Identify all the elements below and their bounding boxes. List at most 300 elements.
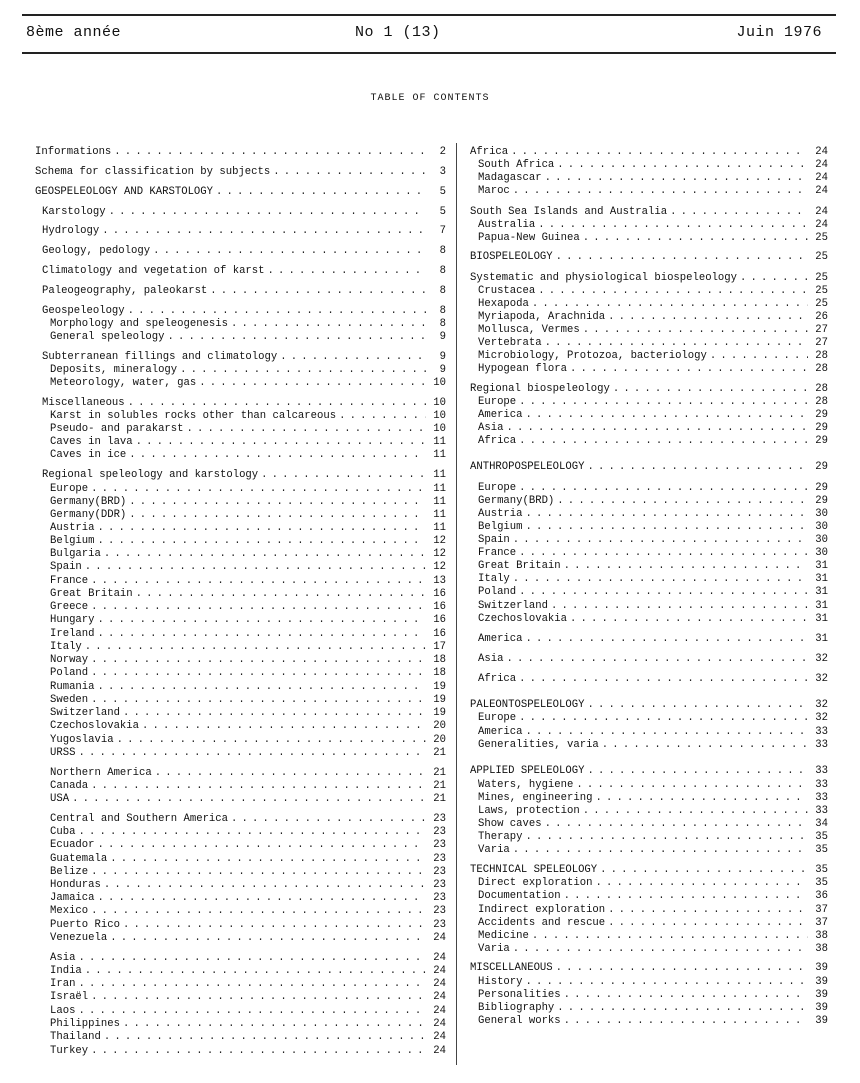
dot-leader bbox=[104, 547, 426, 561]
toc-entry bbox=[470, 323, 828, 337]
toc-entry-page: 8 bbox=[439, 245, 446, 257]
toc-entry-label: General works bbox=[478, 1015, 561, 1027]
toc-entry bbox=[35, 409, 446, 423]
toc-entry bbox=[470, 1014, 828, 1028]
dot-leader bbox=[129, 495, 426, 509]
toc-entry-label: Norway bbox=[50, 654, 89, 666]
toc-entry-label: Great Britain bbox=[478, 560, 561, 572]
toc-entry-label: Thailand bbox=[50, 1031, 101, 1043]
toc-entry-page: 27 bbox=[815, 324, 828, 336]
toc-entry-page: 35 bbox=[815, 864, 828, 876]
toc-entry bbox=[35, 574, 446, 588]
toc-entry bbox=[35, 977, 446, 991]
toc-entry bbox=[470, 145, 828, 159]
dot-leader bbox=[102, 224, 426, 238]
toc-entry-label: Bibliography bbox=[478, 1002, 555, 1014]
toc-entry-page: 24 bbox=[815, 206, 828, 218]
toc-entry bbox=[35, 145, 446, 159]
toc-entry-page: 24 bbox=[433, 1018, 446, 1030]
toc-entry-label: Cuba bbox=[50, 826, 76, 838]
toc-entry-label: TECHNICAL SPELEOLOGY bbox=[470, 864, 598, 876]
toc-entry-label: URSS bbox=[50, 747, 76, 759]
dot-leader bbox=[519, 672, 808, 686]
toc-entry-page: 23 bbox=[433, 892, 446, 904]
toc-entry-label: Meteorology, water, gas bbox=[50, 377, 197, 389]
toc-entry-page: 23 bbox=[433, 879, 446, 891]
toc-entry-page: 38 bbox=[815, 930, 828, 942]
toc-entry-page: 20 bbox=[433, 720, 446, 732]
toc-entry-page: 24 bbox=[433, 1045, 446, 1057]
toc-entry bbox=[35, 560, 446, 574]
toc-entry-label: Canada bbox=[50, 780, 89, 792]
toc-entry bbox=[470, 698, 828, 712]
toc-entry-label: Direct exploration bbox=[478, 877, 593, 889]
toc-entry bbox=[470, 297, 828, 311]
toc-entry-page: 35 bbox=[815, 844, 828, 856]
toc-entry-label: Varia bbox=[478, 844, 510, 856]
toc-entry-page: 24 bbox=[815, 219, 828, 231]
toc-entry-label: Caves in lava bbox=[50, 436, 133, 448]
toc-entry-label: Germany(DDR) bbox=[50, 509, 127, 521]
toc-entry bbox=[470, 362, 828, 376]
toc-entry-label: Systematic and physiological biospeleology bbox=[470, 272, 738, 284]
toc-entry-page: 31 bbox=[815, 600, 828, 612]
toc-entry-page: 31 bbox=[815, 560, 828, 572]
toc-entry-label: Asia bbox=[478, 422, 504, 434]
dot-leader bbox=[538, 218, 808, 232]
toc-entry-label: Varia bbox=[478, 943, 510, 955]
toc-entry bbox=[470, 725, 828, 739]
toc-entry-page: 10 bbox=[433, 423, 446, 435]
dot-leader bbox=[129, 508, 426, 522]
toc-entry bbox=[35, 640, 446, 654]
column-divider bbox=[456, 143, 457, 1065]
toc-entry-label: Czechoslovakia bbox=[478, 613, 568, 625]
toc-entry-page: 31 bbox=[815, 586, 828, 598]
dot-leader bbox=[210, 284, 426, 298]
toc-entry-page: 5 bbox=[439, 206, 446, 218]
toc-entry bbox=[470, 494, 828, 508]
toc-entry-label: France bbox=[50, 575, 89, 587]
toc-entry-page: 16 bbox=[433, 588, 446, 600]
toc-entry-label: Laws, protection bbox=[478, 805, 580, 817]
toc-entry-label: Waters, hygiene bbox=[478, 779, 574, 791]
toc-entry-label: Miscellaneous bbox=[42, 397, 125, 409]
toc-entry-page: 23 bbox=[433, 866, 446, 878]
toc-entry bbox=[35, 812, 446, 826]
toc-entry-label: ANTHROPOSPELEOLOGY bbox=[470, 461, 585, 473]
toc-entry-page: 23 bbox=[433, 853, 446, 865]
toc-entry-label: Mollusca, Vermes bbox=[478, 324, 580, 336]
toc-entry-page: 23 bbox=[433, 839, 446, 851]
dot-leader bbox=[91, 990, 426, 1004]
toc-entry-page: 39 bbox=[815, 1002, 828, 1014]
toc-entry-page: 9 bbox=[439, 364, 446, 376]
toc-entry-label: Ireland bbox=[50, 628, 95, 640]
toc-entry-label: Belgium bbox=[50, 535, 95, 547]
toc-entry bbox=[470, 988, 828, 1002]
toc-entry bbox=[35, 547, 446, 561]
toc-entry bbox=[35, 165, 446, 179]
toc-entry-label: Greece bbox=[50, 601, 89, 613]
dot-leader bbox=[557, 158, 808, 172]
dot-leader bbox=[587, 764, 808, 778]
toc-entry-label: Mexico bbox=[50, 905, 89, 917]
toc-entry bbox=[35, 304, 446, 318]
dot-leader bbox=[519, 546, 808, 560]
dot-leader bbox=[123, 706, 426, 720]
toc-entry bbox=[470, 395, 828, 409]
toc-entry-page: 10 bbox=[433, 397, 446, 409]
toc-entry-label: Myriapoda, Arachnida bbox=[478, 311, 606, 323]
toc-entry-label: France bbox=[478, 547, 517, 559]
toc-entry-label: Poland bbox=[50, 667, 89, 679]
toc-entry-page: 38 bbox=[815, 943, 828, 955]
toc-entry bbox=[470, 1001, 828, 1015]
dot-leader bbox=[602, 738, 808, 752]
dot-leader bbox=[142, 719, 426, 733]
dot-leader bbox=[117, 733, 426, 747]
toc-entry-label: Microbiology, Protozoa, bacteriology bbox=[478, 350, 707, 362]
dot-leader bbox=[608, 310, 808, 324]
toc-entry-label: Documentation bbox=[478, 890, 561, 902]
toc-entry-label: Austria bbox=[478, 508, 523, 520]
dot-leader bbox=[608, 903, 808, 917]
toc-entry-page: 21 bbox=[433, 780, 446, 792]
toc-entry-page: 19 bbox=[433, 681, 446, 693]
toc-entry-label: Northern America bbox=[50, 767, 152, 779]
toc-entry-label: Central and Southern America bbox=[50, 813, 229, 825]
dot-leader bbox=[98, 613, 426, 627]
toc-entry-page: 24 bbox=[433, 991, 446, 1003]
dot-leader bbox=[85, 560, 426, 574]
dot-leader bbox=[231, 812, 426, 826]
toc-entry bbox=[35, 600, 446, 614]
toc-entry bbox=[470, 310, 828, 324]
toc-entry-page: 8 bbox=[439, 305, 446, 317]
toc-entry-page: 28 bbox=[815, 383, 828, 395]
dot-leader bbox=[587, 698, 808, 712]
toc-entry-label: Spain bbox=[50, 561, 82, 573]
dot-leader bbox=[72, 792, 426, 806]
dot-leader bbox=[98, 521, 426, 535]
toc-entry-label: Europe bbox=[478, 482, 517, 494]
toc-entry bbox=[470, 585, 828, 599]
toc-entry-page: 19 bbox=[433, 694, 446, 706]
toc-entry-label: South Africa bbox=[478, 159, 555, 171]
toc-entry-page: 23 bbox=[433, 813, 446, 825]
toc-entry bbox=[470, 158, 828, 172]
toc-entry bbox=[35, 508, 446, 522]
toc-right-column bbox=[470, 0, 828, 1083]
dot-leader bbox=[123, 918, 426, 932]
toc-entry bbox=[35, 666, 446, 680]
dot-leader bbox=[545, 336, 808, 350]
toc-entry-label: South Sea Islands and Australia bbox=[470, 206, 668, 218]
toc-entry-label: Asia bbox=[478, 653, 504, 665]
toc-entry bbox=[35, 653, 446, 667]
toc-entry bbox=[470, 336, 828, 350]
toc-entry-page: 32 bbox=[815, 712, 828, 724]
toc-entry-label: America bbox=[478, 633, 523, 645]
dot-leader bbox=[78, 825, 426, 839]
toc-entry-label: Madagascar bbox=[478, 172, 542, 184]
toc-entry-page: 7 bbox=[439, 225, 446, 237]
toc-entry-page: 30 bbox=[815, 508, 828, 520]
toc-entry-label: Great Britain bbox=[50, 588, 133, 600]
dot-leader bbox=[280, 350, 426, 364]
toc-entry-label: Germany(BRD) bbox=[50, 496, 127, 508]
dot-leader bbox=[110, 931, 426, 945]
toc-entry bbox=[35, 891, 446, 905]
dot-leader bbox=[557, 494, 808, 508]
toc-entry-label: Bulgaria bbox=[50, 548, 101, 560]
toc-entry bbox=[470, 632, 828, 646]
toc-entry-page: 29 bbox=[815, 422, 828, 434]
dot-leader bbox=[85, 964, 426, 978]
dot-leader bbox=[576, 778, 808, 792]
toc-entry bbox=[35, 719, 446, 733]
dot-leader bbox=[128, 396, 426, 410]
toc-entry bbox=[35, 931, 446, 945]
toc-entry-page: 29 bbox=[815, 409, 828, 421]
toc-entry bbox=[470, 460, 828, 474]
toc-entry-label: Laos bbox=[50, 1005, 76, 1017]
toc-entry bbox=[470, 231, 828, 245]
toc-entry-label: Switzerland bbox=[50, 707, 120, 719]
toc-entry-label: Papua-New Guinea bbox=[478, 232, 580, 244]
toc-entry-label: Ecuador bbox=[50, 839, 95, 851]
toc-entry-label: Caves in ice bbox=[50, 449, 127, 461]
toc-entry-label: Personalities bbox=[478, 989, 561, 1001]
dot-leader bbox=[85, 640, 426, 654]
dot-leader bbox=[740, 271, 808, 285]
dot-leader bbox=[564, 1014, 808, 1028]
dot-leader bbox=[556, 961, 808, 975]
dot-leader bbox=[526, 975, 808, 989]
toc-entry-page: 26 bbox=[815, 311, 828, 323]
dot-leader bbox=[519, 481, 808, 495]
toc-entry bbox=[35, 495, 446, 509]
toc-entry-page: 32 bbox=[815, 673, 828, 685]
dot-leader bbox=[513, 572, 808, 586]
toc-entry-page: 18 bbox=[433, 654, 446, 666]
toc-entry bbox=[470, 520, 828, 534]
toc-entry-label: Vertebrata bbox=[478, 337, 542, 349]
toc-entry-label: Puerto Rico bbox=[50, 919, 120, 931]
toc-entry-label: BIOSPELEOLOGY bbox=[470, 251, 553, 263]
dot-leader bbox=[551, 599, 808, 613]
toc-entry-label: Africa bbox=[470, 146, 509, 158]
toc-entry bbox=[35, 330, 446, 344]
toc-entry-label: Geology, pedology bbox=[42, 245, 151, 257]
dot-leader bbox=[519, 585, 808, 599]
toc-entry-page: 16 bbox=[433, 601, 446, 613]
dot-leader bbox=[519, 395, 808, 409]
dot-leader bbox=[513, 184, 808, 198]
toc-entry-page: 27 bbox=[815, 337, 828, 349]
toc-entry bbox=[35, 613, 446, 627]
dot-leader bbox=[91, 574, 426, 588]
toc-entry-label: Hexapoda bbox=[478, 298, 529, 310]
toc-entry-label: Africa bbox=[478, 673, 517, 685]
toc-entry-page: 17 bbox=[433, 641, 446, 653]
toc-entry bbox=[35, 534, 446, 548]
toc-entry-page: 25 bbox=[815, 285, 828, 297]
toc-entry bbox=[35, 350, 446, 364]
toc-entry bbox=[35, 852, 446, 866]
dot-leader bbox=[526, 830, 808, 844]
toc-entry bbox=[35, 990, 446, 1004]
dot-leader bbox=[261, 468, 426, 482]
toc-entry-label: Hydrology bbox=[42, 225, 100, 237]
toc-entry-page: 29 bbox=[815, 482, 828, 494]
toc-entry bbox=[35, 904, 446, 918]
toc-entry-label: Guatemala bbox=[50, 853, 108, 865]
toc-entry-label: Accidents and rescue bbox=[478, 917, 606, 929]
toc-entry-page: 21 bbox=[433, 793, 446, 805]
toc-entry-page: 28 bbox=[815, 363, 828, 375]
toc-entry-label: Mines, engineering bbox=[478, 792, 593, 804]
toc-entry bbox=[470, 284, 828, 298]
dot-leader bbox=[91, 779, 426, 793]
toc-entry-page: 5 bbox=[439, 186, 446, 198]
toc-entry-label: Geospeleology bbox=[42, 305, 125, 317]
toc-entry bbox=[470, 612, 828, 626]
toc-entry-page: 33 bbox=[815, 726, 828, 738]
toc-entry-page: 25 bbox=[815, 298, 828, 310]
toc-entry bbox=[470, 791, 828, 805]
toc-entry-label: Germany(BRD) bbox=[478, 495, 555, 507]
toc-entry bbox=[470, 738, 828, 752]
dot-leader bbox=[526, 725, 808, 739]
toc-entry-page: 28 bbox=[815, 350, 828, 362]
toc-entry bbox=[35, 918, 446, 932]
toc-entry-page: 11 bbox=[433, 522, 446, 534]
toc-entry-label: Rumania bbox=[50, 681, 95, 693]
toc-entry bbox=[35, 1044, 446, 1058]
dot-leader bbox=[570, 362, 808, 376]
toc-entry bbox=[35, 264, 446, 278]
toc-left-column bbox=[35, 0, 446, 1083]
toc-entry-label: India bbox=[50, 965, 82, 977]
toc-entry-label: Belgium bbox=[478, 521, 523, 533]
toc-entry bbox=[35, 680, 446, 694]
dot-leader bbox=[526, 520, 808, 534]
toc-entry bbox=[470, 171, 828, 185]
dot-leader bbox=[98, 891, 426, 905]
dot-leader bbox=[710, 349, 808, 363]
toc-entry-page: 33 bbox=[815, 805, 828, 817]
toc-entry-page: 24 bbox=[433, 978, 446, 990]
toc-entry bbox=[35, 706, 446, 720]
dot-leader bbox=[98, 680, 426, 694]
toc-entry-page: 37 bbox=[815, 917, 828, 929]
toc-entry-page: 16 bbox=[433, 628, 446, 640]
toc-entry-label: Europe bbox=[478, 396, 517, 408]
toc-entry-label: Europe bbox=[478, 712, 517, 724]
dot-leader bbox=[595, 876, 808, 890]
toc-entry-label: Generalities, varia bbox=[478, 739, 599, 751]
dot-leader bbox=[506, 421, 808, 435]
toc-entry bbox=[35, 244, 446, 258]
toc-entry-label: Deposits, mineralogy bbox=[50, 364, 178, 376]
toc-entry-page: 3 bbox=[439, 166, 446, 178]
toc-entry-label: Karst in solubles rocks other than calcareous bbox=[50, 410, 337, 422]
toc-entry-page: 24 bbox=[433, 952, 446, 964]
toc-entry bbox=[470, 546, 828, 560]
toc-entry-page: 21 bbox=[433, 747, 446, 759]
toc-entry-page: 11 bbox=[433, 509, 446, 521]
toc-entry-page: 23 bbox=[433, 826, 446, 838]
toc-entry-page: 13 bbox=[433, 575, 446, 587]
toc-entry-page: 33 bbox=[815, 739, 828, 751]
dot-leader bbox=[98, 838, 426, 852]
dot-leader bbox=[187, 422, 426, 436]
toc-entry-label: Hungary bbox=[50, 614, 95, 626]
toc-entry bbox=[35, 838, 446, 852]
dot-leader bbox=[506, 652, 808, 666]
dot-leader bbox=[98, 627, 426, 641]
toc-entry bbox=[470, 903, 828, 917]
dot-leader bbox=[564, 559, 808, 573]
toc-entry-page: 39 bbox=[815, 989, 828, 1001]
toc-entry-page: 18 bbox=[433, 667, 446, 679]
toc-entry-label: Paleogeography, paleokarst bbox=[42, 285, 208, 297]
dot-leader bbox=[519, 711, 808, 725]
toc-entry-page: 29 bbox=[815, 461, 828, 473]
toc-entry-page: 25 bbox=[815, 232, 828, 244]
toc-entry-label: Medicine bbox=[478, 930, 529, 942]
dot-leader bbox=[595, 791, 808, 805]
dot-leader bbox=[268, 264, 426, 278]
toc-entry-page: 29 bbox=[815, 495, 828, 507]
toc-entry-page: 24 bbox=[815, 185, 828, 197]
dot-leader bbox=[91, 600, 426, 614]
dot-leader bbox=[91, 653, 426, 667]
toc-entry bbox=[470, 975, 828, 989]
toc-entry-page: 24 bbox=[815, 159, 828, 171]
dot-leader bbox=[513, 533, 808, 547]
dot-leader bbox=[78, 1004, 426, 1018]
toc-entry-page: 30 bbox=[815, 547, 828, 559]
toc-entry-label: Schema for classification by subjects bbox=[35, 166, 271, 178]
toc-entry-label: PALEONTOSPELEOLOGY bbox=[470, 699, 585, 711]
dot-leader bbox=[608, 916, 808, 930]
toc-entry-label: Italy bbox=[478, 573, 510, 585]
toc-entry-label: Honduras bbox=[50, 879, 101, 891]
toc-entry-page: 24 bbox=[815, 146, 828, 158]
toc-entry-label: Switzerland bbox=[478, 600, 548, 612]
dot-leader bbox=[78, 746, 426, 760]
toc-entry bbox=[470, 672, 828, 686]
toc-entry-label: Pseudo- and parakarst bbox=[50, 423, 184, 435]
toc-entry-label: Poland bbox=[478, 586, 517, 598]
dot-leader bbox=[153, 244, 426, 258]
dot-leader bbox=[538, 284, 808, 298]
toc-entry-page: 12 bbox=[433, 548, 446, 560]
toc-entry-page: 31 bbox=[815, 573, 828, 585]
toc-entry-page: 11 bbox=[433, 449, 446, 461]
toc-entry-label: Maroc bbox=[478, 185, 510, 197]
toc-entry-page: 23 bbox=[433, 905, 446, 917]
toc-entry bbox=[35, 1017, 446, 1031]
dot-leader bbox=[526, 408, 808, 422]
dot-leader bbox=[91, 693, 426, 707]
toc-entry bbox=[470, 843, 828, 857]
toc-entry-label: Show caves bbox=[478, 818, 542, 830]
toc-entry bbox=[470, 599, 828, 613]
